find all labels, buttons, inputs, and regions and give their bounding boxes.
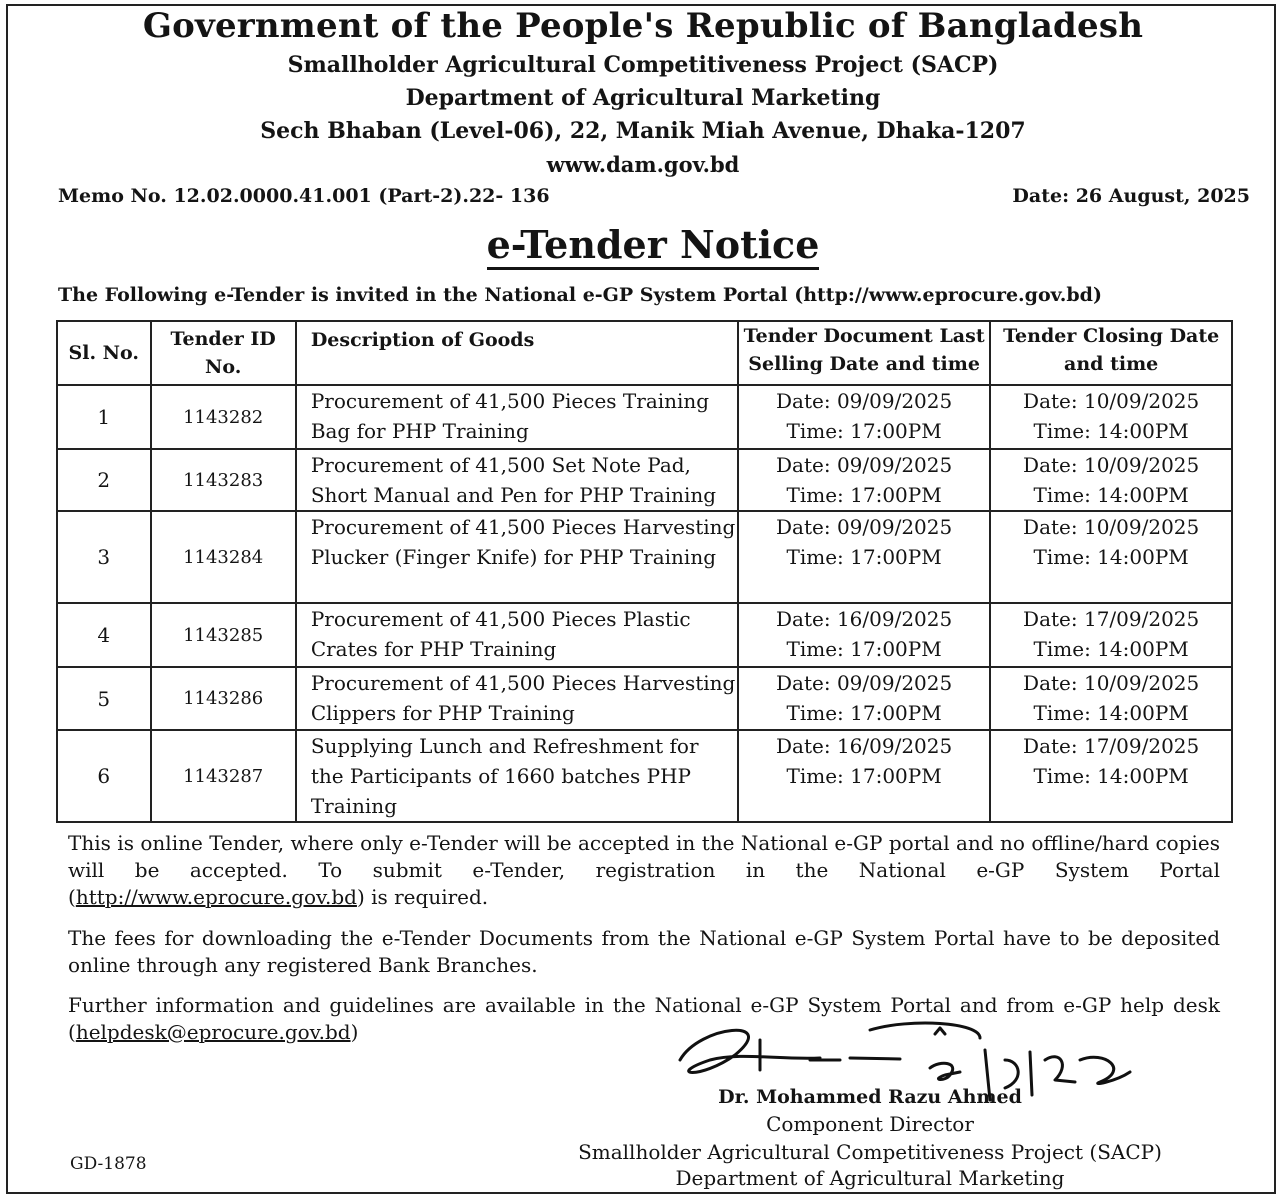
table-row (57, 449, 1232, 511)
gd-code: GD-1878 (70, 1154, 147, 1174)
row-sl: 2 (57, 449, 151, 511)
row-selling-time: Time: 17:00PM (786, 483, 942, 507)
table-row (57, 511, 1232, 603)
signatory-department: Department of Agricultural Marketing (675, 1166, 1065, 1190)
notice-date: Date: 26 August, 2025 (1012, 185, 1250, 207)
row-closing-time: Time: 14:00PM (1033, 764, 1189, 788)
row-closing (990, 511, 1232, 603)
row-closing-time: Time: 14:00PM (1033, 419, 1189, 443)
signatory-designation: Component Director (766, 1112, 974, 1136)
row-closing (990, 385, 1232, 449)
tender-table (56, 320, 1233, 823)
table-row (57, 730, 1232, 822)
row-closing (990, 449, 1232, 511)
row-closing-date: Date: 17/09/2025 (1023, 734, 1200, 758)
notice-title-text: e-Tender Notice (487, 222, 820, 270)
header-closing-date: Tender Closing Date and time (990, 321, 1232, 385)
helpdesk-email-link[interactable]: helpdesk@eprocure.gov.bd (75, 1020, 351, 1044)
table-header-row (57, 321, 1232, 385)
row-selling (738, 449, 990, 511)
row-closing (990, 667, 1232, 730)
row-selling-time: Time: 17:00PM (786, 419, 942, 443)
row-tender-id: 1143284 (151, 511, 296, 603)
row-selling-date: Date: 16/09/2025 (776, 607, 953, 631)
row-selling-date: Date: 09/09/2025 (776, 515, 953, 539)
row-tender-id: 1143285 (151, 603, 296, 667)
row-description: Procurement of 41,500 Set Note Pad, Short Manual and Pen for PHP Training (296, 449, 738, 511)
row-sl: 4 (57, 603, 151, 667)
row-closing-date: Date: 10/09/2025 (1023, 515, 1200, 539)
row-closing-date: Date: 10/09/2025 (1023, 671, 1200, 695)
row-selling-date: Date: 09/09/2025 (776, 671, 953, 695)
row-description: Procurement of 41,500 Pieces Harvesting Plucker (Finger Knife) for PHP Training (296, 511, 738, 603)
row-closing-date: Date: 17/09/2025 (1023, 607, 1200, 631)
row-selling-time: Time: 17:00PM (786, 701, 942, 725)
row-closing-time: Time: 14:00PM (1033, 701, 1189, 725)
signatory-project: Smallholder Agricultural Competitiveness Project (SACP) (578, 1140, 1162, 1164)
government-title: Government of the People's Republic of Bangladesh (142, 6, 1144, 46)
memo-number: Memo No. 12.02.0000.41.001 (Part-2).22- 136 (58, 185, 550, 207)
row-selling-time: Time: 17:00PM (786, 545, 942, 569)
row-selling-date: Date: 09/09/2025 (776, 389, 953, 413)
table-row (57, 603, 1232, 667)
eprocure-link[interactable]: http://www.eprocure.gov.bd (75, 885, 357, 909)
table-row (57, 667, 1232, 730)
row-selling-date: Date: 16/09/2025 (776, 734, 953, 758)
row-description: Supplying Lunch and Refreshment for the Participants of 1660 batches PHP Training (296, 730, 738, 822)
header-sl: Sl. No. (57, 321, 151, 385)
signature-date-text: ২৬/৮/২৫ (960, 1082, 964, 1083)
row-sl: 3 (57, 511, 151, 603)
department-name: Department of Agricultural Marketing (405, 85, 881, 111)
website: www.dam.gov.bd (546, 152, 740, 177)
row-selling (738, 603, 990, 667)
row-description: Procurement of 41,500 Pieces Plastic Crates for PHP Training (296, 603, 738, 667)
header-selling-date: Tender Document Last Selling Date and time (738, 321, 990, 385)
row-selling-time: Time: 17:00PM (786, 637, 942, 661)
project-name: Smallholder Agricultural Competitiveness Project (SACP) (287, 52, 999, 78)
para1-text: This is online Tender, where only e-Tender will be accepted in the National e-GP portal and no offline/hard copies will be accepted. To submit e-Tender, registration in the National e-GP System Portal ( (68, 831, 1220, 909)
row-sl: 1 (57, 385, 151, 449)
row-sl: 6 (57, 730, 151, 822)
intro-text: The Following e-Tender is invited in the National e-GP System Portal (http://www.eprocure.gov.bd) (58, 284, 1102, 306)
online-tender-paragraph (68, 830, 1220, 911)
header-description: Description of Goods (296, 321, 738, 385)
row-selling (738, 730, 990, 822)
row-closing-time: Time: 14:00PM (1033, 545, 1189, 569)
para1-tail: ) is required. (356, 885, 489, 909)
row-closing (990, 603, 1232, 667)
signatory-name: Dr. Mohammed Razu Ahmed (718, 1086, 1022, 1108)
row-selling-date: Date: 09/09/2025 (776, 453, 953, 477)
row-closing-time: Time: 14:00PM (1033, 483, 1189, 507)
row-selling-time: Time: 17:00PM (786, 764, 942, 788)
address: Sech Bhaban (Level-06), 22, Manik Miah Avenue, Dhaka-1207 (260, 118, 1026, 144)
row-selling (738, 511, 990, 603)
row-selling (738, 667, 990, 730)
table-row (57, 385, 1232, 449)
row-selling (738, 385, 990, 449)
fees-paragraph: The fees for downloading the e-Tender Documents from the National e-GP System Portal have to be deposited online through any registered Bank Branches. (68, 926, 1220, 977)
notice-title (0, 222, 1286, 267)
row-closing-date: Date: 10/09/2025 (1023, 389, 1200, 413)
row-tender-id: 1143286 (151, 667, 296, 730)
row-closing (990, 730, 1232, 822)
row-tender-id: 1143283 (151, 449, 296, 511)
para3-text: Further information and guidelines are available in the National e-GP System Portal and from e-GP help desk ( (68, 993, 1220, 1044)
row-description: Procurement of 41,500 Pieces Training Bag for PHP Training (296, 385, 738, 449)
header-tender-id: Tender ID No. (151, 321, 296, 385)
row-description: Procurement of 41,500 Pieces Harvesting Clippers for PHP Training (296, 667, 738, 730)
row-closing-date: Date: 10/09/2025 (1023, 453, 1200, 477)
row-tender-id: 1143287 (151, 730, 296, 822)
row-closing-time: Time: 14:00PM (1033, 637, 1189, 661)
para3-tail: ) (350, 1020, 359, 1044)
row-sl: 5 (57, 667, 151, 730)
row-tender-id: 1143282 (151, 385, 296, 449)
